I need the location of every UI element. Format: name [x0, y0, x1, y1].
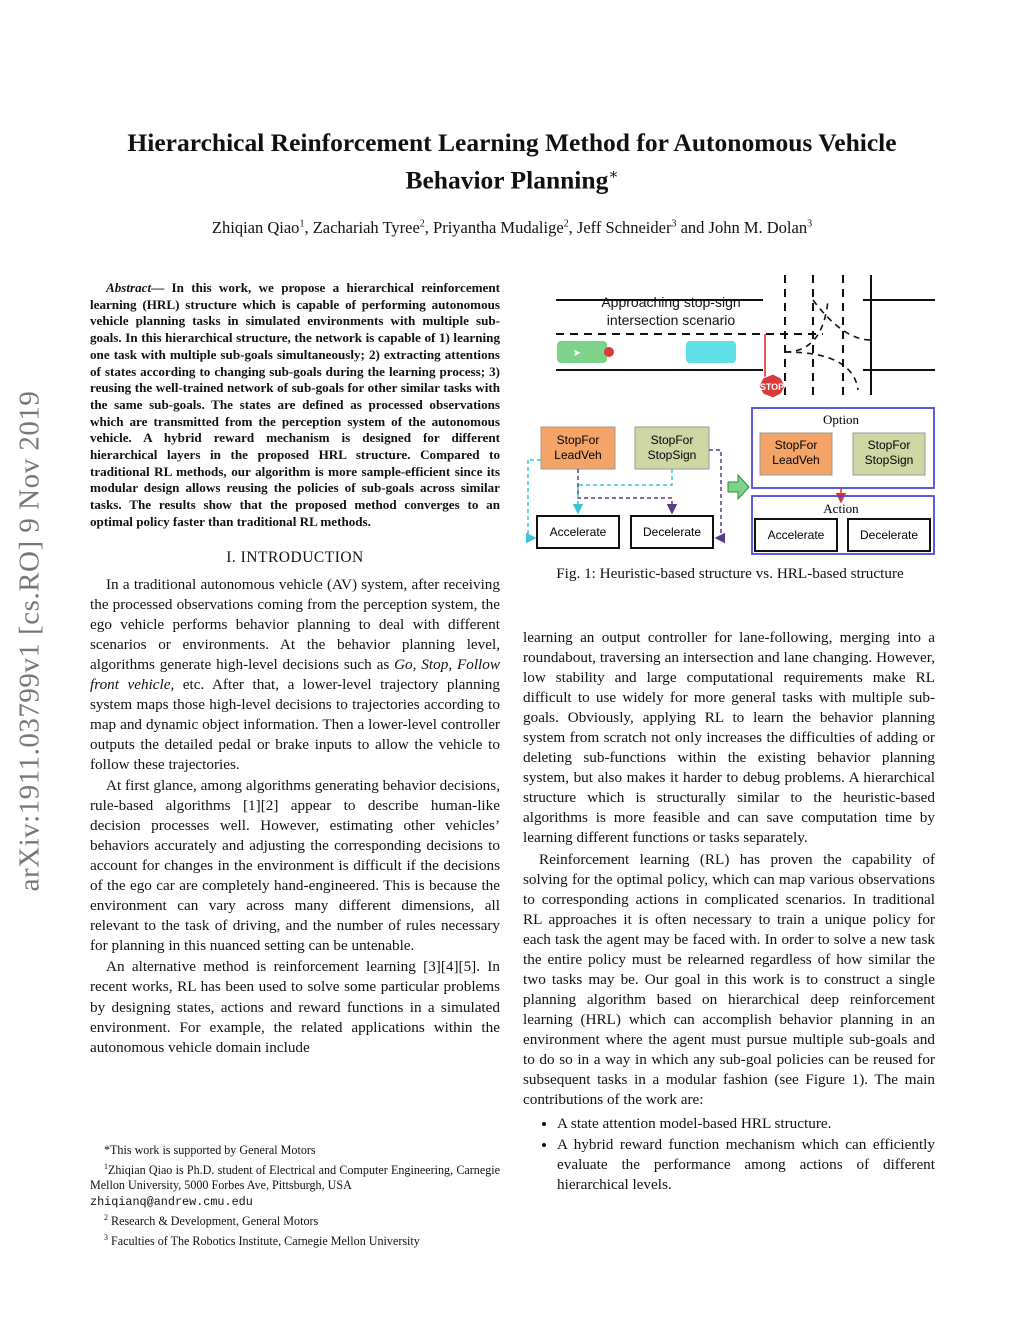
action-label: Action [823, 501, 859, 516]
figure-1-diagram [523, 270, 937, 560]
intro-paragraph-1 [90, 575, 500, 775]
abstract [90, 280, 500, 531]
footnote-1 [90, 1159, 500, 1211]
author-affiliation: 1 [299, 218, 305, 230]
title-line-1: Hierarchical Reinforcement Learning Method for Autonomous Vehicle [127, 128, 897, 157]
author-name: Priyantha Mudalige [433, 218, 564, 237]
author-separator: , [424, 218, 434, 237]
intro-text: , [412, 655, 422, 673]
left-column [90, 280, 500, 1059]
footnote-support: *This work is supported by General Motors [104, 1143, 316, 1157]
stop-sign-label: STOP [759, 382, 785, 392]
right-decelerate-label: Decelerate [859, 528, 919, 542]
footnote-text: Zhiqian Qiao is Ph.D. student of Electrical and Computer Engineering, Carnegie Mellon University, 5000 Forbes Ave, Pittsburgh, USA [90, 1162, 500, 1193]
title-footnote-mark: ∗ [608, 167, 619, 183]
arxiv-id: arXiv:1911.03799v1 [cs.RO] 9 Nov 2019 [13, 390, 46, 892]
footnote-mark: 1 [104, 1161, 108, 1171]
author-affiliation: 2 [419, 218, 425, 230]
abstract-text: In this work, we propose a hierarchical reinforcement learning (HRL) structure which is capable of performing autonomous vehicle planning tasks in simulated environments with multiple sub-goals. In this hierarchical structure, the network is capable of 1) learning one task with multiple sub-goals simultaneously; 2) extracting attentions of states according to changing sub-goals during the learning process; 3) reusing the well-trained network of sub-goals for other similar tasks with the same sub-goals. The states are defined as processed observations which are transmitted from the perception system of the autonomous vehicle. A hybrid reward mechanism is designed for different hierarchical layers in the proposed HRL structure. Compared to traditional RL methods, our algorithm is more sample-efficient since its modular design allows reusing the policies of sub-goals across similar tasks. The results show that the proposed method converges to an optimal policy faster than traditional RL methods. [90, 280, 500, 529]
left-decelerate-label: Decelerate [642, 525, 702, 539]
author-separator: , [568, 218, 577, 237]
intro-paragraph-3: An alternative method is reinforcement learning [3][4][5]. In recent works, RL has been used to solve some particular problems by designing states, actions and reward functions in a simulated environment. For example, the related applications within the autonomous vehicle domain include [90, 958, 500, 1056]
scenario-label-line-2: intersection scenario [606, 312, 736, 328]
author-name: Jeff Schneider [576, 218, 672, 237]
author-affiliation: 3 [671, 218, 677, 230]
scenario-road [556, 275, 935, 395]
section-heading-introduction: I. INTRODUCTION [226, 548, 364, 566]
author-name: Zachariah Tyree [312, 218, 420, 237]
intro-paragraph-2: At first glance, among algorithms generating behavior decisions, rule-based algorithms [1][2] appear to describe human-like decision processes well. However, estimating other vehicles’ behaviors accurately and adjusting the corresponding decisions to account for changes in the environment is difficult if the decisions of the ego car are completely hand-engineered. This is because the environment can vary across many different dimensions, all relevant to the task of driving, and the number of rules necessary for planning in this nuanced setting can be untenable. [90, 777, 500, 955]
author-separator: , [304, 218, 313, 237]
left-stopfor-leadveh-line2: LeadVeh [554, 448, 602, 462]
arrow-left [578, 469, 672, 513]
footnote-2 [90, 1210, 500, 1230]
author-list [90, 218, 934, 238]
right-stopfor-stopsign-line2: StopSign [864, 453, 914, 467]
right-accelerate-label: Accelerate [767, 528, 825, 542]
footnotes [90, 1143, 500, 1250]
intro-text: , etc. After that, a lower-level trajectory planning system maps those high-level decisions to trajectories according to map and dynamic object information. Then a lower-level controller outputs the detailed pedal or brake inputs to allow the vehicle to follow these trajectories. [90, 675, 500, 773]
title-line-2: Behavior Planning [405, 165, 609, 195]
ego-vehicle [557, 341, 607, 363]
decision-stop: Stop [421, 655, 449, 673]
figure-1-caption: Fig. 1: Heuristic-based structure vs. HRL-based structure [556, 565, 904, 582]
right-stopfor-leadveh-line1: StopFor [774, 438, 818, 452]
author-email[interactable]: zhiqianq@andrew.cmu.edu [90, 1194, 253, 1209]
abstract-dash: — [151, 280, 172, 295]
contributions-list [523, 1114, 935, 1195]
arxiv-stamp [8, 352, 52, 930]
author-affiliation: 3 [807, 218, 813, 230]
left-stopfor-leadveh-line1: StopFor [556, 433, 600, 447]
left-stopfor-stopsign-line2: StopSign [647, 448, 697, 462]
intro-text: , [448, 655, 457, 673]
footnote-text: Research & Development, General Motors [111, 1214, 319, 1229]
right-column [523, 628, 935, 1196]
transition-arrow-icon [728, 475, 749, 499]
author-affiliation: 2 [563, 218, 569, 230]
arrow-left [578, 469, 672, 513]
option-label: Option [822, 412, 860, 427]
left-accelerate-label: Accelerate [549, 525, 607, 539]
left-stopfor-stopsign-line1: StopFor [650, 433, 694, 447]
intro-text: In a traditional autonomous vehicle (AV) system, after receiving the processed observations coming from the perception system, the ego vehicle performs behavior planning to deal with different scenarios or environments. At the behavior planning level, algorithms generate high-level decisions such as [90, 575, 500, 673]
contribution-item: • A state attention model-based HRL structure. [557, 1114, 935, 1134]
decision-go: Go [394, 655, 413, 673]
right-stopfor-stopsign-line1: StopFor [867, 438, 911, 452]
right-stopfor-leadveh-line2: LeadVeh [772, 453, 820, 467]
author-name: Zhiqian Qiao [211, 218, 300, 237]
author-separator: and [676, 218, 709, 237]
author-name: John M. Dolan [708, 218, 808, 237]
figure-1 [523, 270, 937, 560]
footnote-text: Faculties of The Robotics Institute, Carnegie Mellon University [111, 1234, 420, 1249]
lead-vehicle [686, 341, 736, 363]
footnote-3 [90, 1230, 500, 1250]
decision-follow: Follow front vehicle [90, 655, 501, 693]
right-paragraph-2: Reinforcement learning (RL) has proven the capability of solving for the optimal policy, which can map various observations to corresponding actions in complicated scenarios. In traditional RL approaches it is often necessary to train a unique policy for each task the agent may be faced with. In order to solve a new task the entire policy must be relearned regardless of how similar the two tasks may be. Our goal in this work is to construct a single planning algorithm based on hierarchical deep reinforcement learning (HRL) which can accomplish behavior planning in an environment where the agent must pursue multiple sub-goals and to do so in a way in which any sub-goal policies can be reused for subsequent tasks in a modular fashion (see Figure 1). The main contributions of the work are: [523, 850, 935, 1109]
paper-title [90, 126, 934, 197]
svg-text:➤: ➤ [572, 348, 582, 359]
footnote-mark: 3 [104, 1233, 108, 1243]
brake-light-icon [604, 347, 614, 357]
arrow-left [528, 460, 535, 538]
footnote-mark: 2 [104, 1213, 108, 1223]
scenario-label-line-1: Approaching stop-sign [601, 294, 741, 310]
right-paragraph-1: learning an output controller for lane-following, merging into a roundabout, traversing an intersection and lane changing. However, low stability and large computational requirements make RL difficult to use widely for more general tasks with multiple sub-goals. Obviously, applying RL to learn the behavior planning system from scratch not only increases the difficulties of adding or deleting sub-functions within the existing behavior planning system, but also makes it harder to debug problems. A hierarchical structure which is structurally similar to the heuristic-based algorithms is more feasible and can save computation time by learning different functions or tasks separately. [523, 629, 935, 847]
abstract-label: Abstract [106, 280, 152, 295]
contribution-item: • A hybrid reward function mechanism which can efficiently evaluate the performance among actions of different hierarchical levels. [557, 1135, 935, 1195]
